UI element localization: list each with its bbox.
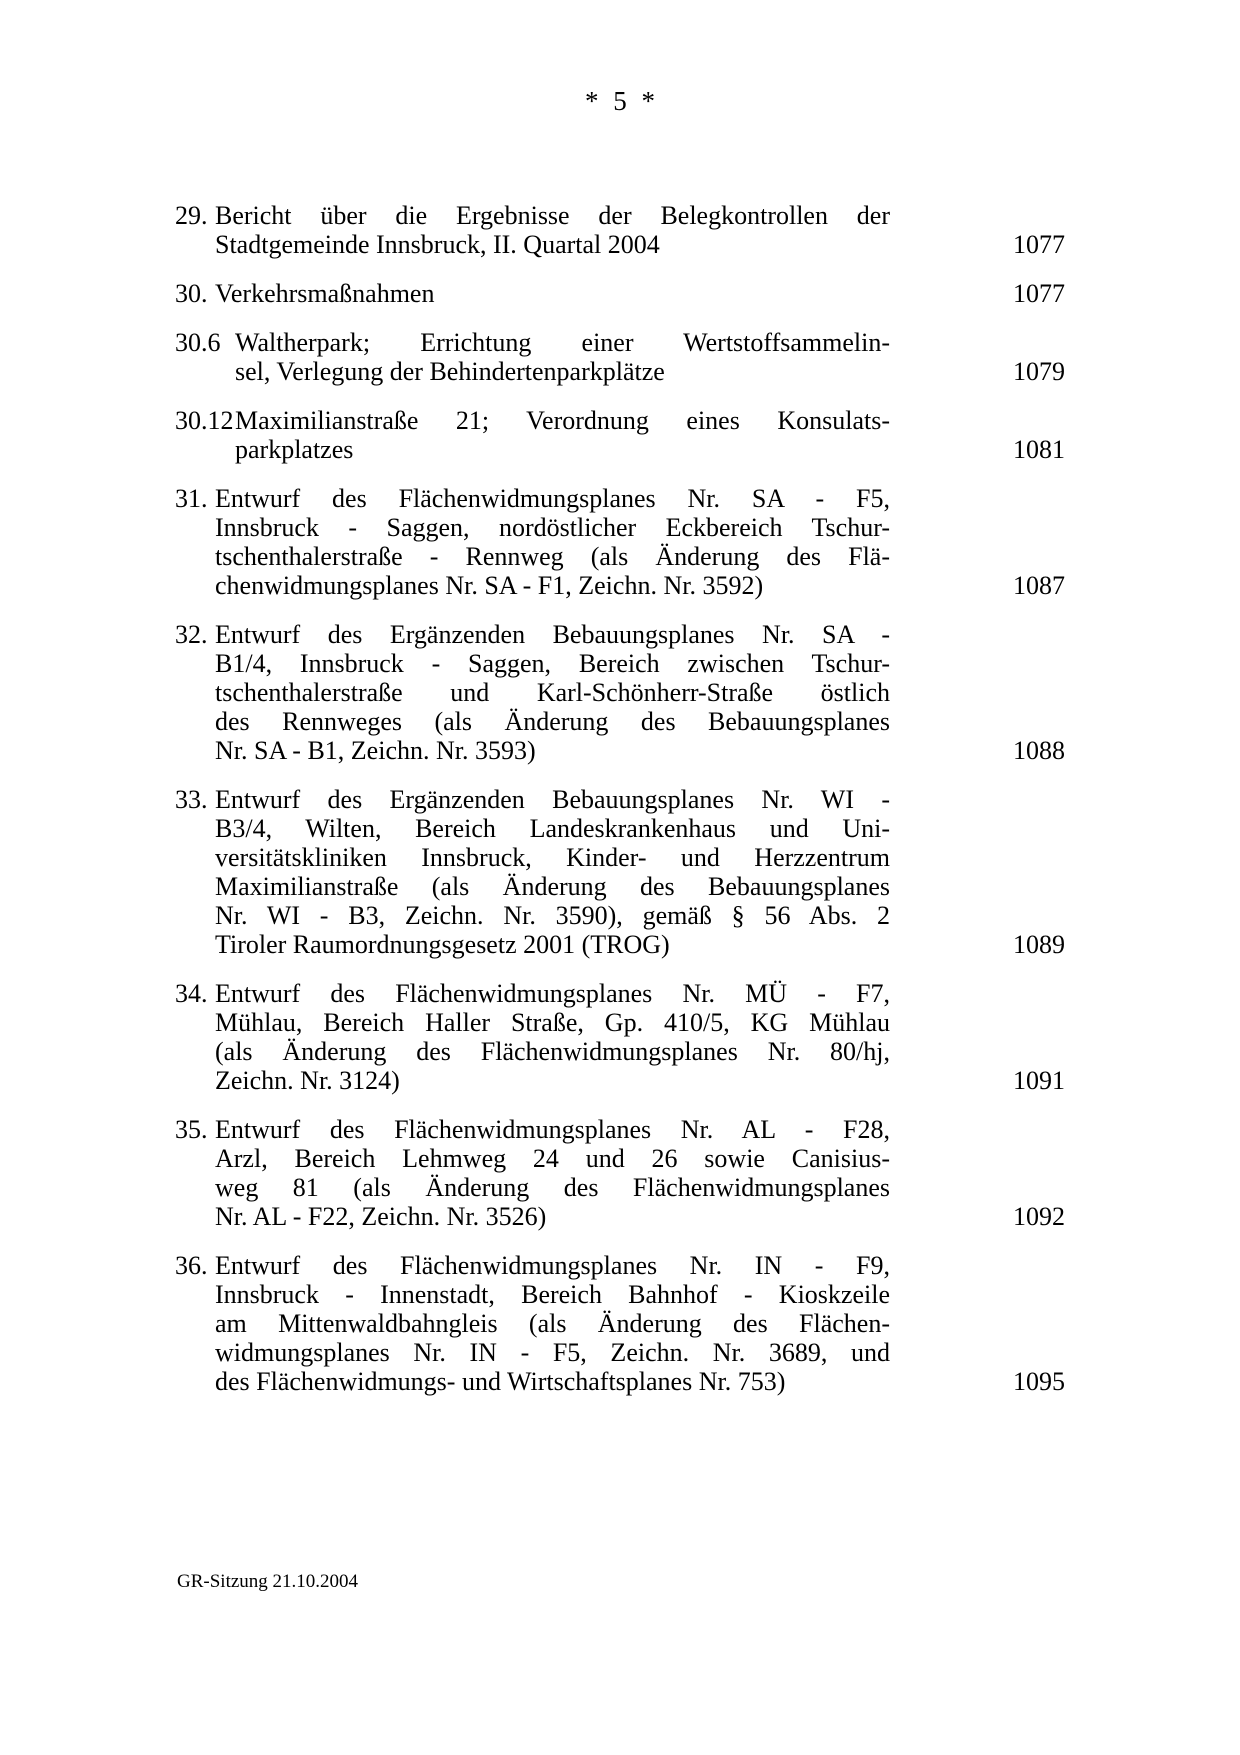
toc-item-line: des Flächenwidmungs- und Wirtschaftsplanes Nr. 753) bbox=[215, 1367, 786, 1396]
toc-item bbox=[175, 785, 1065, 959]
toc-item-line: widmungsplanes Nr. IN - F5, Zeichn. Nr. 3689, und bbox=[215, 1338, 890, 1367]
toc-item-line: Entwurf des Ergänzenden Bebauungsplanes Nr. WI - bbox=[215, 785, 890, 814]
toc-item-page-number: 1089 bbox=[1013, 930, 1065, 959]
toc-item-line: B3/4, Wilten, Bereich Landeskrankenhaus und Uni- bbox=[215, 814, 890, 843]
toc-item-line: Nr. AL - F22, Zeichn. Nr. 3526) bbox=[215, 1202, 547, 1231]
toc-item-line: des Rennweges (als Änderung des Bebauungsplanes bbox=[215, 707, 890, 736]
toc-item-text bbox=[235, 328, 890, 386]
toc-item-page-number: 1079 bbox=[1013, 357, 1065, 386]
toc-item-line: versitätskliniken Innsbruck, Kinder- und Herzzentrum bbox=[215, 843, 890, 872]
toc-item-number: 30. bbox=[175, 279, 208, 308]
toc-item-page-number: 1095 bbox=[1013, 1367, 1065, 1396]
toc-item-line: am Mittenwaldbahngleis (als Änderung des Flächen- bbox=[215, 1309, 890, 1338]
toc-item-text bbox=[215, 484, 890, 600]
toc-item-line: Zeichn. Nr. 3124) bbox=[215, 1066, 400, 1095]
toc-item-page-number: 1092 bbox=[1013, 1202, 1065, 1231]
toc-item-line: B1/4, Innsbruck - Saggen, Bereich zwischen Tschur- bbox=[215, 649, 890, 678]
toc-item-number: 32. bbox=[175, 620, 208, 649]
toc-item-line: Maximilianstraße (als Änderung des Bebauungsplanes bbox=[215, 872, 890, 901]
toc-item-text bbox=[215, 279, 890, 308]
toc-item bbox=[175, 620, 1065, 765]
toc-item-number: 31. bbox=[175, 484, 208, 513]
page-number-marker: * 5 * bbox=[585, 86, 655, 116]
toc-item-line: Verkehrsmaßnahmen bbox=[215, 279, 435, 308]
table-of-contents bbox=[175, 201, 1065, 1416]
toc-item-line: weg 81 (als Änderung des Flächenwidmungsplanes bbox=[215, 1173, 890, 1202]
toc-item-text bbox=[215, 620, 890, 765]
toc-item bbox=[175, 1251, 1065, 1396]
toc-item-page-number: 1081 bbox=[1013, 435, 1065, 464]
toc-item-line: Entwurf des Flächenwidmungsplanes Nr. MÜ - F7, bbox=[215, 979, 890, 1008]
toc-item-line: Entwurf des Flächenwidmungsplanes Nr. IN - F9, bbox=[215, 1251, 890, 1280]
toc-item-line: Entwurf des Flächenwidmungsplanes Nr. AL - F28, bbox=[215, 1115, 890, 1144]
toc-item bbox=[175, 328, 1065, 386]
toc-item-page-number: 1087 bbox=[1013, 571, 1065, 600]
toc-item-number: 36. bbox=[175, 1251, 208, 1280]
toc-item-line: Nr. WI - B3, Zeichn. Nr. 3590), gemäß § 56 Abs. 2 bbox=[215, 901, 890, 930]
toc-item-line: chenwidmungsplanes Nr. SA - F1, Zeichn. Nr. 3592) bbox=[215, 571, 764, 600]
toc-item bbox=[175, 201, 1065, 259]
toc-item-line: Waltherpark; Errichtung einer Wertstoffsammelin- bbox=[235, 328, 890, 357]
toc-item-line: tschenthalerstraße - Rennweg (als Änderung des Flä- bbox=[215, 542, 890, 571]
toc-item-number: 30.6 bbox=[175, 328, 221, 357]
toc-item-line: Bericht über die Ergebnisse der Belegkontrollen der bbox=[215, 201, 890, 230]
toc-item-line: sel, Verlegung der Behindertenparkplätze bbox=[235, 357, 665, 386]
toc-item-page-number: 1077 bbox=[1013, 279, 1065, 308]
toc-item-line: tschenthalerstraße und Karl-Schönherr-Straße östlich bbox=[215, 678, 890, 707]
toc-item-line: Maximilianstraße 21; Verordnung eines Konsulats- bbox=[235, 406, 890, 435]
toc-item bbox=[175, 979, 1065, 1095]
toc-item-number: 33. bbox=[175, 785, 208, 814]
toc-item-text bbox=[215, 201, 890, 259]
toc-item-number: 35. bbox=[175, 1115, 208, 1144]
toc-item-line: Entwurf des Ergänzenden Bebauungsplanes Nr. SA - bbox=[215, 620, 890, 649]
toc-item-line: Mühlau, Bereich Haller Straße, Gp. 410/5, KG Mühlau bbox=[215, 1008, 890, 1037]
toc-item-line: Innsbruck - Saggen, nordöstlicher Eckbereich Tschur- bbox=[215, 513, 890, 542]
toc-item-page-number: 1091 bbox=[1013, 1066, 1065, 1095]
toc-item-text bbox=[215, 1115, 890, 1231]
toc-item-page-number: 1088 bbox=[1013, 736, 1065, 765]
toc-item-line: (als Änderung des Flächenwidmungsplanes Nr. 80/hj, bbox=[215, 1037, 890, 1066]
toc-item-text bbox=[215, 979, 890, 1095]
toc-item-line: Nr. SA - B1, Zeichn. Nr. 3593) bbox=[215, 736, 536, 765]
toc-item-line: Tiroler Raumordnungsgesetz 2001 (TROG) bbox=[215, 930, 670, 959]
toc-item-line: parkplatzes bbox=[235, 435, 354, 464]
toc-item bbox=[175, 1115, 1065, 1231]
toc-item-text bbox=[235, 406, 890, 464]
toc-item bbox=[175, 406, 1065, 464]
toc-item-line: Arzl, Bereich Lehmweg 24 und 26 sowie Canisius- bbox=[215, 1144, 890, 1173]
toc-item-text bbox=[215, 1251, 890, 1396]
toc-item-text bbox=[215, 785, 890, 959]
toc-item-number: 30.12 bbox=[175, 406, 234, 435]
footer-session-label: GR-Sitzung 21.10.2004 bbox=[177, 1571, 359, 1592]
toc-item bbox=[175, 484, 1065, 600]
toc-item-number: 29. bbox=[175, 201, 208, 230]
toc-item-number: 34. bbox=[175, 979, 208, 1008]
toc-item-line: Stadtgemeinde Innsbruck, II. Quartal 2004 bbox=[215, 230, 660, 259]
toc-item bbox=[175, 279, 1065, 308]
toc-item-line: Entwurf des Flächenwidmungsplanes Nr. SA - F5, bbox=[215, 484, 890, 513]
toc-item-page-number: 1077 bbox=[1013, 230, 1065, 259]
toc-item-line: Innsbruck - Innenstadt, Bereich Bahnhof - Kioskzeile bbox=[215, 1280, 890, 1309]
